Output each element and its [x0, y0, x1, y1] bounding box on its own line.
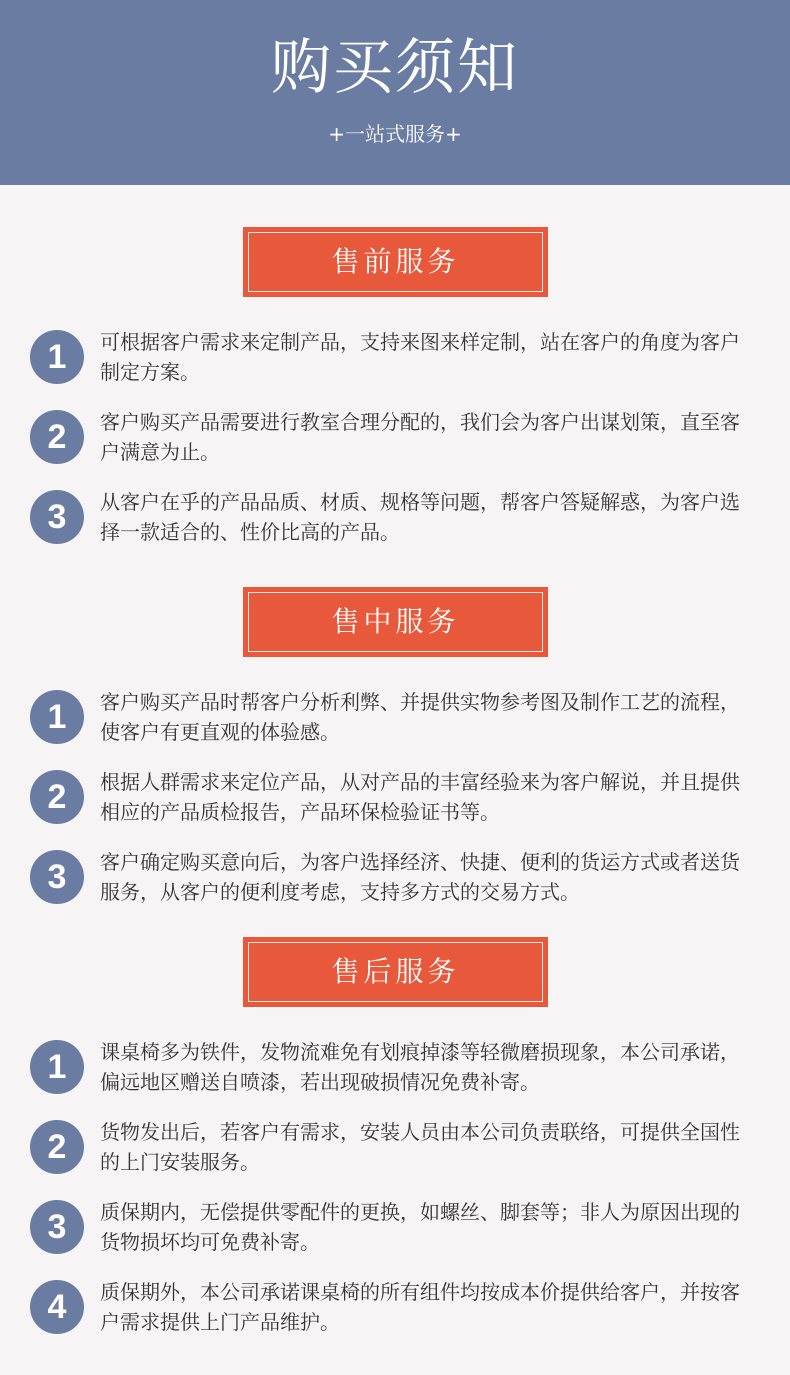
item-text: 质保期外，本公司承诺课桌椅的所有组件均按成本价提供给客户，并按客户需求提供上门产品维护。	[100, 1280, 740, 1334]
number-badge: 4	[30, 1280, 84, 1334]
number-badge: 2	[30, 1120, 84, 1174]
section-title-after-sale	[243, 937, 548, 1007]
number-badge: 1	[30, 330, 84, 384]
item-text: 根据人群需求来定位产品，从对产品的丰富经验来为客户解说，并且提供相应的产品质检报告，产品环保检验证书等。	[100, 770, 740, 824]
item-text: 货物发出后，若客户有需求，安装人员由本公司负责联络，可提供全国性的上门安装服务。	[100, 1120, 740, 1174]
page-subtitle: +一站式服务+	[328, 122, 462, 146]
number-badge: 2	[30, 770, 84, 824]
number-badge: 1	[30, 690, 84, 744]
item-text: 客户购买产品需要进行教室合理分配的，我们会为客户出谋划策，直至客户满意为止。	[100, 410, 740, 464]
number-badge: 3	[30, 1200, 84, 1254]
item-text: 质保期内，无偿提供零配件的更换，如螺丝、脚套等；非人为原因出现的货物损坏均可免费补寄。	[100, 1200, 740, 1254]
section-title-in-sale	[243, 587, 548, 657]
item-text: 可根据客户需求来定制产品，支持来图来样定制，站在客户的角度为客户制定方案。	[100, 330, 740, 384]
item-text: 客户确定购买意向后，为客户选择经济、快捷、便利的货运方式或者送货服务，从客户的便利度考虑，支持多方式的交易方式。	[100, 850, 740, 904]
section-title-pre-sale	[243, 227, 548, 297]
section-title-label: 售中服务	[248, 592, 543, 652]
number-badge: 3	[30, 490, 84, 544]
section-title-label: 售后服务	[248, 942, 543, 1002]
header-banner	[0, 0, 790, 185]
number-badge: 2	[30, 410, 84, 464]
number-badge: 1	[30, 1040, 84, 1094]
item-text: 从客户在乎的产品品质、材质、规格等问题，帮客户答疑解惑，为客户选择一款适合的、性价比高的产品。	[100, 490, 740, 544]
section-title-label: 售前服务	[248, 232, 543, 292]
item-text: 客户购买产品时帮客户分析利弊、并提供实物参考图及制作工艺的流程，使客户有更直观的体验感。	[100, 690, 740, 744]
item-text: 课桌椅多为铁件，发物流难免有划痕掉漆等轻微磨损现象，本公司承诺，偏远地区赠送自喷漆，若出现破损情况免费补寄。	[100, 1040, 740, 1094]
number-badge: 3	[30, 850, 84, 904]
page-title: 购买须知	[271, 33, 519, 103]
